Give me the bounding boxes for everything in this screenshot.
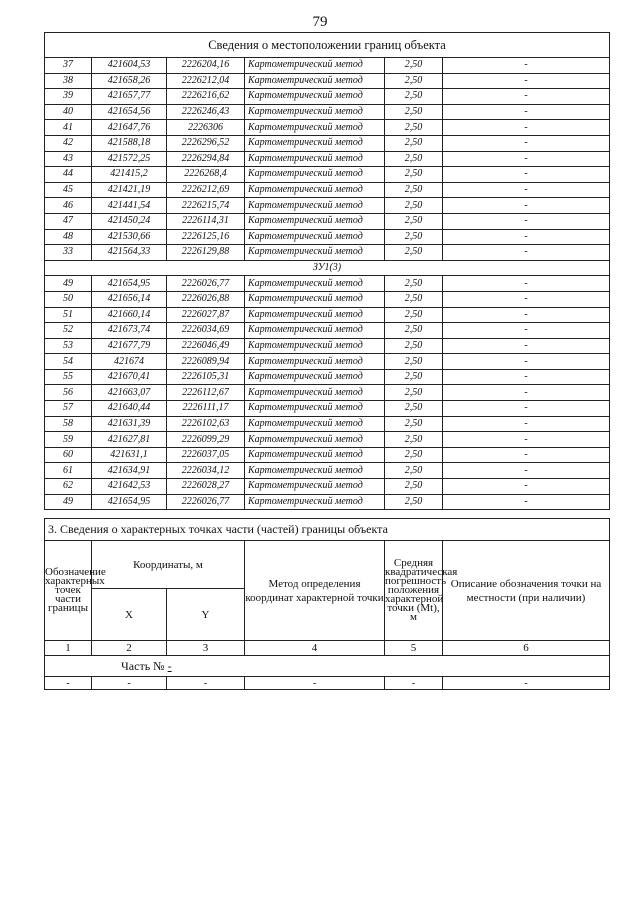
coord-y: 2226212,04 — [167, 73, 245, 89]
table-row — [45, 213, 610, 229]
table-row — [45, 151, 610, 167]
description: - — [443, 276, 610, 292]
accuracy: 2,50 — [385, 369, 443, 385]
description: - — [443, 338, 610, 354]
coord-x: 421415,2 — [92, 167, 167, 183]
col-number: 3 — [167, 641, 245, 656]
coord-y: 2226099,29 — [167, 432, 245, 448]
empty-cell: - — [92, 677, 167, 690]
method: Картометрический метод — [245, 291, 385, 307]
coord-x: 421530,66 — [92, 229, 167, 245]
accuracy: 2,50 — [385, 307, 443, 323]
accuracy: 2,50 — [385, 494, 443, 510]
table-row — [45, 323, 610, 339]
coord-x: 421677,79 — [92, 338, 167, 354]
accuracy: 2,50 — [385, 245, 443, 261]
coord-y: 2226112,67 — [167, 385, 245, 401]
coord-y: 2226027,87 — [167, 307, 245, 323]
coord-y: 2226296,52 — [167, 135, 245, 151]
part-label-row — [45, 656, 610, 677]
method: Картометрический метод — [245, 73, 385, 89]
table-row — [45, 463, 610, 479]
point-number: 39 — [45, 89, 92, 105]
table-row — [45, 182, 610, 198]
accuracy: 2,50 — [385, 385, 443, 401]
coord-y: 2226026,88 — [167, 291, 245, 307]
description: - — [443, 369, 610, 385]
coord-y: 2226111,17 — [167, 401, 245, 417]
table-row — [45, 198, 610, 214]
method: Картометрический метод — [245, 120, 385, 136]
description: - — [443, 291, 610, 307]
table-row — [45, 167, 610, 183]
point-number: 59 — [45, 432, 92, 448]
method: Картометрический метод — [245, 432, 385, 448]
coord-x: 421634,91 — [92, 463, 167, 479]
coord-x: 421670,41 — [92, 369, 167, 385]
method: Картометрический метод — [245, 323, 385, 339]
coord-y: 2226046,49 — [167, 338, 245, 354]
description: - — [443, 151, 610, 167]
coord-x: 421654,56 — [92, 104, 167, 120]
method: Картометрический метод — [245, 245, 385, 261]
point-number: 50 — [45, 291, 92, 307]
coord-x: 421640,44 — [92, 401, 167, 417]
coord-y: 2226034,12 — [167, 463, 245, 479]
description: - — [443, 323, 610, 339]
method: Картометрический метод — [245, 198, 385, 214]
point-number: 33 — [45, 245, 92, 261]
accuracy: 2,50 — [385, 354, 443, 370]
table-row — [45, 245, 610, 261]
point-number: 42 — [45, 135, 92, 151]
empty-cell: - — [385, 677, 443, 690]
accuracy: 2,50 — [385, 151, 443, 167]
coord-x: 421673,74 — [92, 323, 167, 339]
part-label: Часть № — [121, 658, 165, 673]
description: - — [443, 463, 610, 479]
coord-y: 2226026,77 — [167, 276, 245, 292]
accuracy: 2,50 — [385, 276, 443, 292]
coord-y: 2226089,94 — [167, 354, 245, 370]
accuracy: 2,50 — [385, 338, 443, 354]
accuracy: 2,50 — [385, 104, 443, 120]
accuracy: 2,50 — [385, 229, 443, 245]
point-number: 54 — [45, 354, 92, 370]
coord-x: 421604,53 — [92, 58, 167, 74]
method: Картометрический метод — [245, 307, 385, 323]
method: Картометрический метод — [245, 89, 385, 105]
point-number: 62 — [45, 479, 92, 495]
coord-y: 2226268,4 — [167, 167, 245, 183]
description: - — [443, 447, 610, 463]
table-row — [45, 401, 610, 417]
point-number: 43 — [45, 151, 92, 167]
point-number: 52 — [45, 323, 92, 339]
point-number: 38 — [45, 73, 92, 89]
parcel-subheader: ЗУ1(3) — [45, 260, 610, 276]
table-row — [45, 135, 610, 151]
table-row — [45, 120, 610, 136]
section3-title: 3. Сведения о характерных точках части (частей) границы объекта — [45, 519, 610, 541]
accuracy: 2,50 — [385, 479, 443, 495]
point-number: 53 — [45, 338, 92, 354]
accuracy: 2,50 — [385, 291, 443, 307]
description: - — [443, 89, 610, 105]
table-row — [45, 447, 610, 463]
table-row — [45, 89, 610, 105]
part-points-table — [44, 518, 610, 690]
method: Картометрический метод — [245, 401, 385, 417]
coord-x: 421572,25 — [92, 151, 167, 167]
method: Картометрический метод — [245, 447, 385, 463]
col-number: 4 — [245, 641, 385, 656]
point-number: 44 — [45, 167, 92, 183]
point-number: 57 — [45, 401, 92, 417]
description: - — [443, 245, 610, 261]
col-method-header: Метод определения координат характерной точки — [245, 541, 385, 641]
accuracy: 2,50 — [385, 89, 443, 105]
empty-cell: - — [245, 677, 385, 690]
accuracy: 2,50 — [385, 463, 443, 479]
coord-x: 421674 — [92, 354, 167, 370]
description: - — [443, 479, 610, 495]
accuracy: 2,50 — [385, 120, 443, 136]
point-number: 46 — [45, 198, 92, 214]
coord-x: 421658,26 — [92, 73, 167, 89]
coord-x: 421656,14 — [92, 291, 167, 307]
coord-y: 2226037,05 — [167, 447, 245, 463]
accuracy: 2,50 — [385, 323, 443, 339]
description: - — [443, 229, 610, 245]
accuracy: 2,50 — [385, 135, 443, 151]
table-row — [45, 58, 610, 74]
description: - — [443, 416, 610, 432]
method: Картометрический метод — [245, 151, 385, 167]
method: Картометрический метод — [245, 276, 385, 292]
point-number: 60 — [45, 447, 92, 463]
table-row — [45, 385, 610, 401]
coord-y: 2226102,63 — [167, 416, 245, 432]
part-value: - — [167, 658, 172, 673]
accuracy: 2,50 — [385, 401, 443, 417]
description: - — [443, 213, 610, 229]
coord-x: 421663,07 — [92, 385, 167, 401]
description: - — [443, 432, 610, 448]
accuracy: 2,50 — [385, 432, 443, 448]
table-row — [45, 494, 610, 510]
coord-x: 421654,95 — [92, 276, 167, 292]
table-row — [45, 369, 610, 385]
point-number: 49 — [45, 494, 92, 510]
description: - — [443, 167, 610, 183]
point-number: 49 — [45, 276, 92, 292]
description: - — [443, 198, 610, 214]
table-row — [45, 432, 610, 448]
point-number: 61 — [45, 463, 92, 479]
accuracy: 2,50 — [385, 213, 443, 229]
method: Картометрический метод — [245, 463, 385, 479]
description: - — [443, 354, 610, 370]
accuracy: 2,50 — [385, 447, 443, 463]
description: - — [443, 58, 610, 74]
method: Картометрический метод — [245, 58, 385, 74]
method: Картометрический метод — [245, 167, 385, 183]
method: Картометрический метод — [245, 135, 385, 151]
col-number: 6 — [443, 641, 610, 656]
coord-x: 421421,19 — [92, 182, 167, 198]
empty-cell: - — [45, 677, 92, 690]
coord-x: 421627,81 — [92, 432, 167, 448]
table-row — [45, 479, 610, 495]
col-number: 5 — [385, 641, 443, 656]
method: Картометрический метод — [245, 369, 385, 385]
coord-y: 2226034,69 — [167, 323, 245, 339]
coord-x: 421654,95 — [92, 494, 167, 510]
coord-x: 421631,1 — [92, 447, 167, 463]
table-row — [45, 73, 610, 89]
point-number: 48 — [45, 229, 92, 245]
table-row — [45, 354, 610, 370]
method: Картометрический метод — [245, 182, 385, 198]
col-number: 2 — [92, 641, 167, 656]
method: Картометрический метод — [245, 494, 385, 510]
coord-x: 421441,54 — [92, 198, 167, 214]
method: Картометрический метод — [245, 104, 385, 120]
coord-x: 421647,76 — [92, 120, 167, 136]
empty-cell: - — [167, 677, 245, 690]
coord-x: 421588,18 — [92, 135, 167, 151]
coord-y: 2226212,69 — [167, 182, 245, 198]
coord-y: 2226204,16 — [167, 58, 245, 74]
method: Картометрический метод — [245, 354, 385, 370]
coord-y: 2226105,31 — [167, 369, 245, 385]
section-title: Сведения о местоположении границ объекта — [45, 33, 610, 58]
point-number: 45 — [45, 182, 92, 198]
description: - — [443, 307, 610, 323]
coord-x: 421631,39 — [92, 416, 167, 432]
table-row — [45, 338, 610, 354]
coord-y: 2226294,84 — [167, 151, 245, 167]
table-row — [45, 416, 610, 432]
method: Картометрический метод — [245, 338, 385, 354]
point-number: 55 — [45, 369, 92, 385]
col-y-header: Y — [167, 589, 245, 641]
accuracy: 2,50 — [385, 73, 443, 89]
coord-x: 421657,77 — [92, 89, 167, 105]
coord-y: 2226129,88 — [167, 245, 245, 261]
description: - — [443, 135, 610, 151]
coord-y: 2226028,27 — [167, 479, 245, 495]
description: - — [443, 104, 610, 120]
col-desc-header: Описание обозначения точки на местности (при наличии) — [443, 541, 610, 641]
coord-x: 421450,24 — [92, 213, 167, 229]
accuracy: 2,50 — [385, 198, 443, 214]
coord-x: 421660,14 — [92, 307, 167, 323]
description: - — [443, 494, 610, 510]
point-number: 37 — [45, 58, 92, 74]
coord-y: 2226125,16 — [167, 229, 245, 245]
page-number: 79 — [312, 14, 328, 30]
accuracy: 2,50 — [385, 416, 443, 432]
table-row — [45, 276, 610, 292]
point-number: 56 — [45, 385, 92, 401]
table-row — [45, 229, 610, 245]
coord-y: 2226246,43 — [167, 104, 245, 120]
boundary-location-table — [44, 32, 610, 510]
col-coords-header: Координаты, м — [92, 541, 245, 589]
coord-y: 2226215,74 — [167, 198, 245, 214]
point-number: 58 — [45, 416, 92, 432]
coord-x: 421564,33 — [92, 245, 167, 261]
coord-y: 2226216,62 — [167, 89, 245, 105]
point-number: 41 — [45, 120, 92, 136]
col-number: 1 — [45, 641, 92, 656]
col-x-header: X — [92, 589, 167, 641]
empty-cell: - — [443, 677, 610, 690]
accuracy: 2,50 — [385, 182, 443, 198]
coord-y: 2226114,31 — [167, 213, 245, 229]
description: - — [443, 182, 610, 198]
col-point-header: Обозначение характерных точек части границы — [45, 541, 92, 641]
point-number: 40 — [45, 104, 92, 120]
coord-x: 421642,53 — [92, 479, 167, 495]
point-number: 51 — [45, 307, 92, 323]
method: Картометрический метод — [245, 479, 385, 495]
method: Картометрический метод — [245, 213, 385, 229]
table-row — [45, 104, 610, 120]
coord-y: 2226306 — [167, 120, 245, 136]
col-accuracy-header: Средняя квадратическая погрешность положения характерной точки (Мt), м — [385, 541, 443, 641]
method: Картометрический метод — [245, 385, 385, 401]
method: Картометрический метод — [245, 229, 385, 245]
description: - — [443, 401, 610, 417]
description: - — [443, 73, 610, 89]
description: - — [443, 120, 610, 136]
method: Картометрический метод — [245, 416, 385, 432]
accuracy: 2,50 — [385, 167, 443, 183]
accuracy: 2,50 — [385, 58, 443, 74]
point-number: 47 — [45, 213, 92, 229]
table-row — [45, 291, 610, 307]
coord-y: 2226026,77 — [167, 494, 245, 510]
description: - — [443, 385, 610, 401]
table-row — [45, 307, 610, 323]
